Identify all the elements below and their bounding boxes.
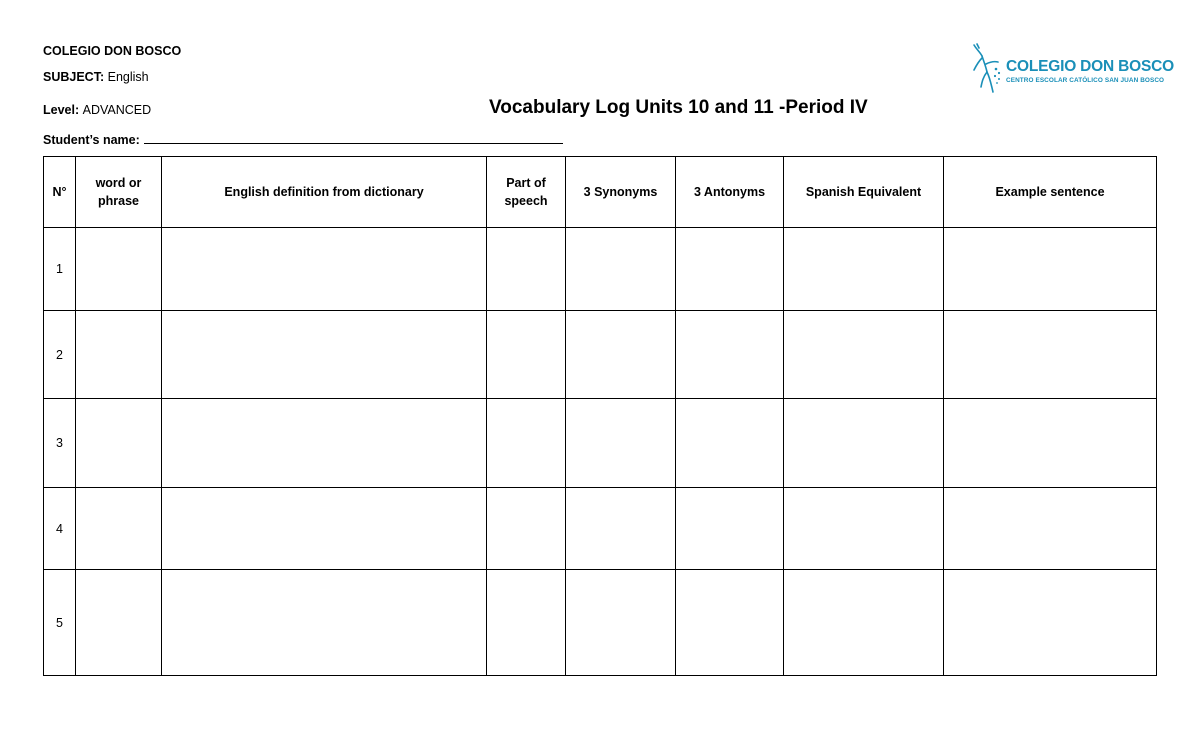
row-number: 2 [44,311,76,399]
level-line [43,103,151,117]
spanish-equivalent-cell[interactable] [784,488,944,570]
word-cell[interactable] [76,311,162,399]
spanish-equivalent-cell[interactable] [784,399,944,488]
definition-cell[interactable] [162,399,487,488]
student-name-blank[interactable] [144,131,563,144]
page-title: Vocabulary Log Units 10 and 11 -Period IV [489,97,868,118]
table-row [44,570,1157,676]
part-of-speech-cell[interactable] [487,311,566,399]
header-number: N° [44,157,76,228]
header-synonyms: 3 Synonyms [566,157,676,228]
synonyms-cell[interactable] [566,311,676,399]
part-of-speech-cell[interactable] [487,570,566,676]
antonyms-cell[interactable] [676,228,784,311]
part-of-speech-cell[interactable] [487,228,566,311]
example-sentence-cell[interactable] [944,399,1157,488]
header-antonyms: 3 Antonyms [676,157,784,228]
table-row [44,488,1157,570]
subject-line [43,70,149,84]
synonyms-cell[interactable] [566,570,676,676]
synonyms-cell[interactable] [566,488,676,570]
school-name: COLEGIO DON BOSCO [43,44,182,58]
antonyms-cell[interactable] [676,399,784,488]
part-of-speech-cell[interactable] [487,399,566,488]
word-cell[interactable] [76,399,162,488]
table-header-row [44,157,1157,228]
student-name-label: Student’s name: [43,133,140,147]
school-logo [968,42,1174,98]
synonyms-cell[interactable] [566,228,676,311]
example-sentence-cell[interactable] [944,228,1157,311]
header-part-of-speech: Part of speech [487,157,566,228]
level-label: Level: [43,103,80,117]
header-english-definition: English definition from dictionary [162,157,487,228]
subject-value: English [107,70,149,84]
logo-tagline: CENTRO ESCOLAR CATÓLICO SAN JUAN BOSCO [1006,77,1165,84]
word-cell[interactable] [76,228,162,311]
don-bosco-figure-icon [968,42,1004,96]
part-of-speech-cell[interactable] [487,488,566,570]
header-spanish-equivalent: Spanish Equivalent [784,157,944,228]
level-value: ADVANCED [82,103,152,117]
row-number: 1 [44,228,76,311]
student-name-line [43,131,563,147]
spanish-equivalent-cell[interactable] [784,311,944,399]
definition-cell[interactable] [162,488,487,570]
antonyms-cell[interactable] [676,311,784,399]
row-number: 4 [44,488,76,570]
definition-cell[interactable] [162,311,487,399]
word-cell[interactable] [76,488,162,570]
antonyms-cell[interactable] [676,570,784,676]
row-number: 3 [44,399,76,488]
table-row [44,399,1157,488]
subject-label: SUBJECT: [43,70,105,84]
definition-cell[interactable] [162,228,487,311]
antonyms-cell[interactable] [676,488,784,570]
spanish-equivalent-cell[interactable] [784,570,944,676]
synonyms-cell[interactable] [566,399,676,488]
word-cell[interactable] [76,570,162,676]
vocabulary-log-table [43,156,1157,676]
definition-cell[interactable] [162,570,487,676]
row-number: 5 [44,570,76,676]
table-row [44,228,1157,311]
header-example-sentence: Example sentence [944,157,1157,228]
example-sentence-cell[interactable] [944,488,1157,570]
example-sentence-cell[interactable] [944,311,1157,399]
spanish-equivalent-cell[interactable] [784,228,944,311]
header-word-or-phrase: word or phrase [76,157,162,228]
logo-school-name: COLEGIO DON BOSCO [1006,58,1174,75]
example-sentence-cell[interactable] [944,570,1157,676]
table-row [44,311,1157,399]
